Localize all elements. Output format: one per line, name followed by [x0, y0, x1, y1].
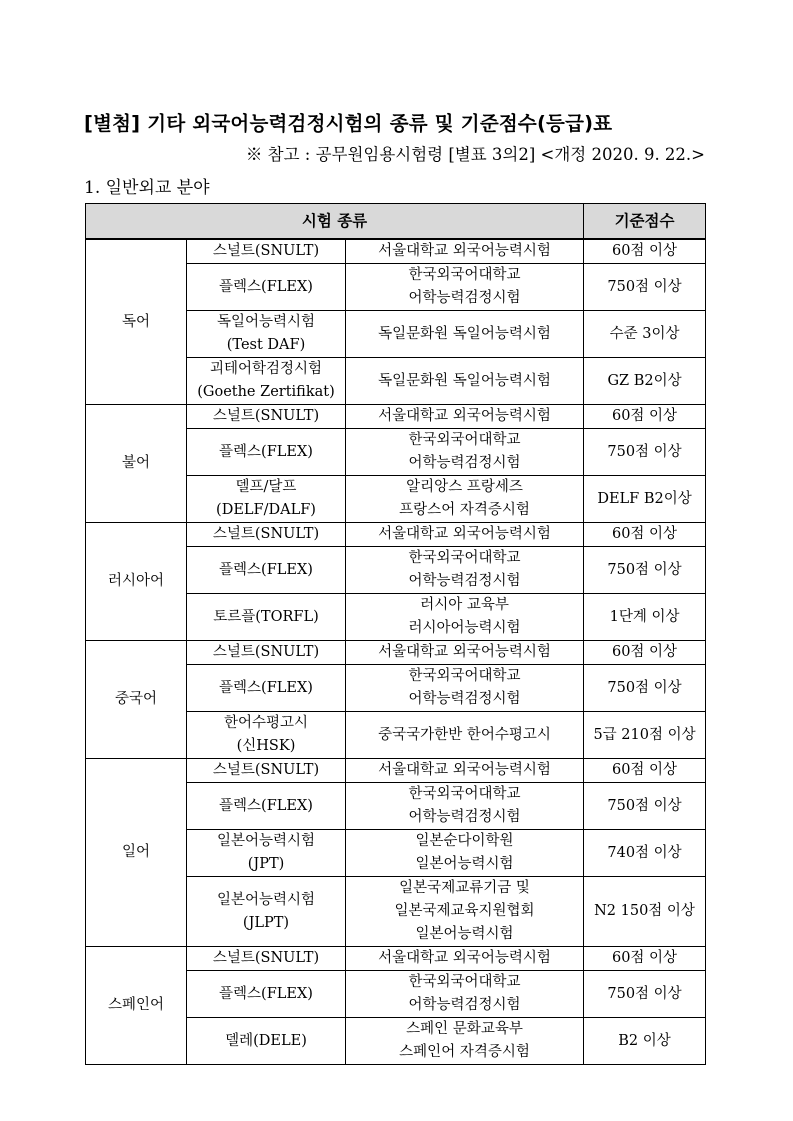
- exam-name-cell: [187, 405, 346, 429]
- cell-line: (Test DAF): [226, 337, 306, 353]
- exam-organizer-cell: [346, 1018, 584, 1065]
- cell-line: 스널트(SNULT): [212, 762, 320, 778]
- exam-organizer-cell: [346, 971, 584, 1018]
- language-cell: 불어: [86, 405, 187, 523]
- cell-line: 어학능력검정시험: [408, 290, 521, 306]
- cell-line: 서울대학교 외국어능력시험: [378, 950, 551, 966]
- cell-line: 플렉스(FLEX): [219, 797, 313, 814]
- standard-score-cell: 750점 이상: [584, 783, 706, 830]
- standard-score-cell: 수준 3이상: [584, 311, 706, 358]
- cell-line: 한국외국어대학교: [408, 267, 521, 283]
- section-heading: 1. 일반외교 분야: [84, 178, 210, 198]
- exam-name-cell: [187, 429, 346, 476]
- cell-line: 한어수평고시: [223, 715, 309, 731]
- cell-line: 어학능력검정시험: [408, 573, 521, 589]
- cell-line: 플렉스(FLEX): [219, 985, 313, 1002]
- cell-line: 스페인 문화교육부: [406, 1021, 523, 1037]
- cell-line: 토르플(TORFL): [213, 608, 319, 625]
- table-header-row: [86, 204, 706, 240]
- standard-score-cell: 750점 이상: [584, 264, 706, 311]
- cell-line: 독일어능력시험: [216, 314, 316, 330]
- cell-line: (신HSK): [236, 738, 296, 754]
- exam-organizer-cell: [346, 759, 584, 783]
- cell-line: 일본순다이학원: [415, 833, 514, 849]
- cell-line: 스널트(SNULT): [212, 408, 320, 424]
- exam-organizer-cell: [346, 877, 584, 947]
- exam-organizer-cell: [346, 641, 584, 665]
- exam-name-cell: [187, 712, 346, 759]
- standard-score-cell: 60점 이상: [584, 523, 706, 547]
- cell-line: 플렉스(FLEX): [219, 443, 313, 460]
- exam-name-cell: [187, 830, 346, 877]
- standard-score-cell: 750점 이상: [584, 971, 706, 1018]
- cell-line: (JPT): [247, 856, 285, 872]
- cell-line: 서울대학교 외국어능력시험: [378, 644, 551, 660]
- cell-line: 러시아어능력시험: [408, 620, 521, 636]
- cell-line: 델레(DELE): [225, 1032, 307, 1049]
- exam-name-cell: [187, 311, 346, 358]
- exam-organizer-cell: [346, 830, 584, 877]
- language-cell: 일어: [86, 759, 187, 947]
- exam-organizer-cell: [346, 405, 584, 429]
- cell-line: 한국외국어대학교: [408, 550, 521, 566]
- exam-organizer-cell: [346, 311, 584, 358]
- language-cell: 스페인어: [86, 947, 187, 1065]
- cell-line: 괴테어학검정시험: [209, 361, 323, 377]
- standard-score-cell: 60점 이상: [584, 759, 706, 783]
- cell-line: 일본어능력시험: [216, 891, 316, 908]
- table-row: [86, 523, 706, 547]
- standard-score-cell: DELF B2이상: [584, 476, 706, 523]
- exam-name-cell: [187, 594, 346, 641]
- cell-line: 스널트(SNULT): [212, 644, 320, 660]
- exam-name-cell: [187, 641, 346, 665]
- exam-name-cell: [187, 783, 346, 830]
- cell-line: 플렉스(FLEX): [219, 561, 313, 578]
- cell-line: 일본국제교육지원협회: [394, 903, 535, 919]
- exam-organizer-cell: [346, 947, 584, 971]
- reference-note: ※ 참고 : 공무원임용시험령 [별표 3의2] <개정 2020. 9. 22.>: [245, 145, 705, 164]
- standard-score-cell: 60점 이상: [584, 239, 706, 264]
- header-exam-type: 시험 종류: [86, 204, 584, 240]
- table-row: [86, 239, 706, 264]
- exam-name-cell: [187, 547, 346, 594]
- exam-name-cell: [187, 1018, 346, 1065]
- cell-line: 어학능력검정시험: [408, 691, 521, 707]
- exam-organizer-cell: [346, 665, 584, 712]
- standard-score-cell: 750점 이상: [584, 665, 706, 712]
- cell-line: 어학능력검정시험: [408, 997, 521, 1013]
- exam-organizer-cell: [346, 547, 584, 594]
- exam-organizer-cell: [346, 239, 584, 264]
- exam-organizer-cell: [346, 264, 584, 311]
- exam-organizer-cell: [346, 358, 584, 405]
- exam-standards-table: [85, 203, 706, 1065]
- standard-score-cell: B2 이상: [584, 1018, 706, 1065]
- cell-line: 플렉스(FLEX): [219, 278, 313, 295]
- cell-line: 일본어능력시험: [415, 926, 514, 942]
- exam-organizer-cell: [346, 783, 584, 830]
- standard-score-cell: N2 150점 이상: [584, 877, 706, 947]
- standard-score-cell: 60점 이상: [584, 405, 706, 429]
- language-cell: 독어: [86, 239, 187, 405]
- exam-name-cell: [187, 523, 346, 547]
- standard-score-cell: 60점 이상: [584, 641, 706, 665]
- cell-line: 일본국제교류기금 및: [399, 880, 530, 896]
- standard-score-cell: 740점 이상: [584, 830, 706, 877]
- cell-line: 플렉스(FLEX): [219, 679, 313, 696]
- cell-line: 서울대학교 외국어능력시험: [378, 243, 551, 259]
- exam-organizer-cell: [346, 429, 584, 476]
- table-row: [86, 641, 706, 665]
- table-row: [86, 759, 706, 783]
- cell-line: 어학능력검정시험: [408, 809, 521, 825]
- exam-organizer-cell: [346, 523, 584, 547]
- standard-score-cell: GZ B2이상: [584, 358, 706, 405]
- standard-score-cell: 5급 210점 이상: [584, 712, 706, 759]
- cell-line: (JLPT): [242, 914, 290, 931]
- exam-name-cell: [187, 239, 346, 264]
- cell-line: 중국국가한반 한어수평고시: [378, 726, 551, 743]
- cell-line: 스페인어 자격증시험: [399, 1044, 530, 1060]
- cell-line: 한국외국어대학교: [408, 432, 521, 448]
- cell-line: 독일문화원 독일어능력시험: [378, 372, 551, 389]
- exam-name-cell: [187, 947, 346, 971]
- cell-line: 한국외국어대학교: [408, 668, 521, 684]
- cell-line: 일본어능력시험: [415, 856, 514, 872]
- cell-line: 서울대학교 외국어능력시험: [378, 762, 551, 778]
- cell-line: 어학능력검정시험: [408, 455, 521, 471]
- cell-line: 스널트(SNULT): [212, 243, 320, 259]
- exam-name-cell: [187, 665, 346, 712]
- cell-line: 스널트(SNULT): [212, 950, 320, 966]
- cell-line: 알리앙스 프랑세즈: [406, 479, 523, 495]
- exam-name-cell: [187, 476, 346, 523]
- header-standard-score: 기준점수: [584, 204, 706, 240]
- document-title: [별첨] 기타 외국어능력검정시험의 종류 및 기준점수(등급)표: [84, 112, 613, 135]
- cell-line: 독일문화원 독일어능력시험: [378, 325, 551, 342]
- cell-line: 스널트(SNULT): [212, 526, 320, 542]
- cell-line: 서울대학교 외국어능력시험: [378, 526, 551, 542]
- exam-organizer-cell: [346, 712, 584, 759]
- exam-name-cell: [187, 971, 346, 1018]
- cell-line: 델프/달프: [235, 479, 297, 495]
- cell-line: 프랑스어 자격증시험: [399, 502, 530, 518]
- table-row: [86, 947, 706, 971]
- cell-line: (Goethe Zertifikat): [197, 384, 335, 400]
- exam-name-cell: [187, 759, 346, 783]
- language-cell: 중국어: [86, 641, 187, 759]
- cell-line: (DELF/DALF): [216, 502, 316, 518]
- exam-organizer-cell: [346, 476, 584, 523]
- cell-line: 러시아 교육부: [420, 597, 509, 613]
- standard-score-cell: 750점 이상: [584, 429, 706, 476]
- exam-name-cell: [187, 877, 346, 947]
- cell-line: 서울대학교 외국어능력시험: [378, 408, 551, 424]
- cell-line: 일본어능력시험: [216, 833, 316, 849]
- standard-score-cell: 60점 이상: [584, 947, 706, 971]
- standard-score-cell: 1단계 이상: [584, 594, 706, 641]
- standard-score-cell: 750점 이상: [584, 547, 706, 594]
- exam-organizer-cell: [346, 594, 584, 641]
- language-cell: 러시아어: [86, 523, 187, 641]
- table-row: [86, 405, 706, 429]
- cell-line: 한국외국어대학교: [408, 786, 521, 802]
- exam-name-cell: [187, 358, 346, 405]
- cell-line: 한국외국어대학교: [408, 974, 521, 990]
- exam-name-cell: [187, 264, 346, 311]
